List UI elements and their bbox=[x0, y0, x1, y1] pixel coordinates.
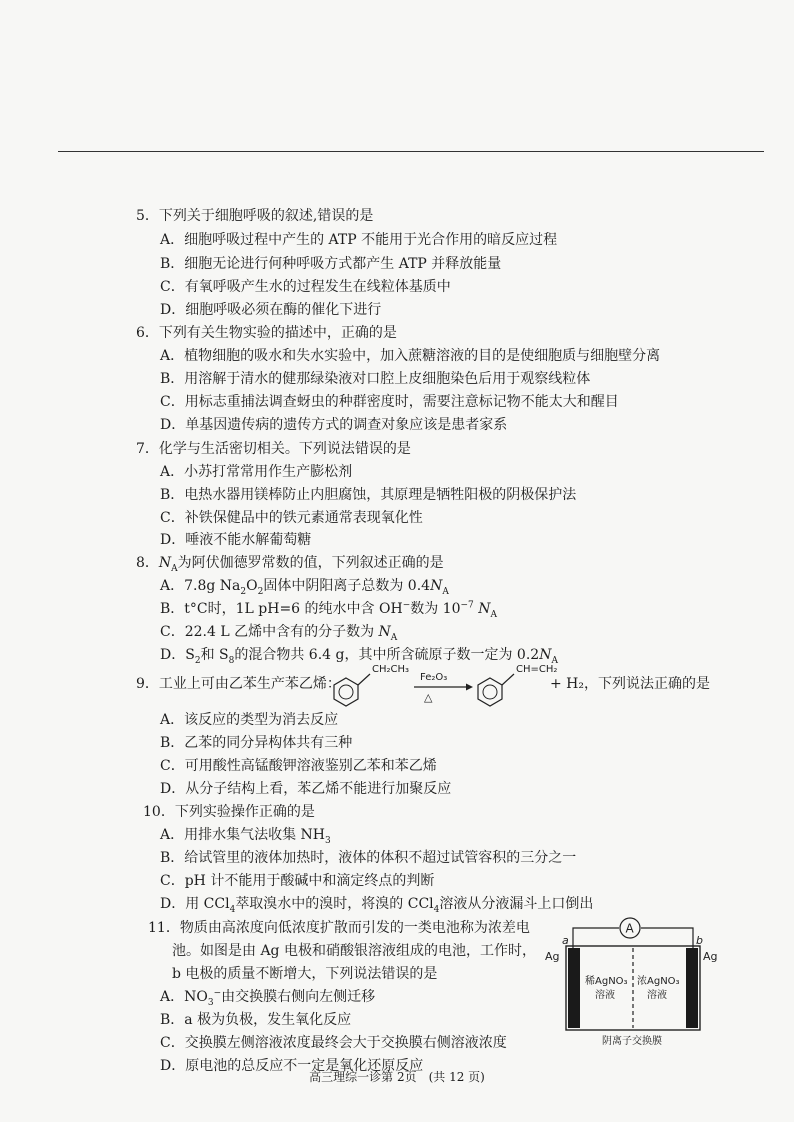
left-electrode-label: Ag bbox=[545, 950, 560, 963]
q11-stem-line3: b 电极的质量不断增大，下列说法错误的是 bbox=[172, 966, 438, 982]
catalyst-label: Fe₂O₃ bbox=[420, 672, 448, 683]
left-solution-label-2: 溶液 bbox=[595, 990, 615, 1001]
styrene-substituent: CH=CH₂ bbox=[516, 664, 558, 675]
q11-option-b: B．a 极为负极，发生氧化反应 bbox=[160, 1012, 352, 1028]
q7-stem: 7．化学与生活密切相关。下列说法错误的是 bbox=[136, 441, 411, 457]
q10-stem: 10．下列实验操作正确的是 bbox=[143, 804, 315, 820]
ethylbenzene-substituent: CH₂CH₃ bbox=[372, 664, 410, 675]
left-solution-label: 稀AgNO₃ bbox=[585, 976, 628, 987]
q9-option-b: B．乙苯的同分异构体共有三种 bbox=[160, 735, 353, 751]
q11-stem-line2: 池。如图是由 Ag 电极和硝酸银溶液组成的电池，工作时， bbox=[172, 943, 536, 959]
q9-option-a: A．该反应的类型为消去反应 bbox=[160, 712, 339, 728]
q11-option-d: D．原电池的总反应不一定是氧化还原反应 bbox=[160, 1058, 424, 1074]
reaction-arrow bbox=[414, 672, 473, 704]
right-solution-label: 浓AgNO₃ bbox=[637, 976, 680, 987]
right-electrode-label: Ag bbox=[703, 950, 718, 963]
q9-stem: 9．工业上可由乙苯生产苯乙烯： bbox=[136, 676, 341, 692]
q5-option-b: B．细胞无论进行何种呼吸方式都产生 ATP 并释放能量 bbox=[160, 256, 502, 272]
ammeter-label: A bbox=[625, 921, 634, 936]
q5-stem: 5．下列关于细胞呼吸的叙述,错误的是 bbox=[136, 208, 374, 224]
q6-option-b: B．用溶解于清水的健那绿染液对口腔上皮细胞染色后用于观察线粒体 bbox=[160, 371, 591, 387]
q6-option-c: C．用标志重捕法调查蚜虫的种群密度时，需要注意标记物不能太大和醒目 bbox=[160, 394, 619, 410]
q8-stem: 8．$N_A$为阿伏伽德罗常数的值，下列叙述正确的是 bbox=[136, 555, 444, 574]
concentration-cell-diagram bbox=[540, 916, 730, 1048]
left-ag-electrode bbox=[568, 948, 580, 1028]
right-ag-electrode bbox=[686, 948, 698, 1028]
q11-stem-line1: 11．物质由高浓度向低浓度扩散而引发的一类电池称为浓差电 bbox=[148, 920, 530, 936]
heat-symbol: △ bbox=[424, 691, 433, 704]
q9-option-d: D．从分子结构上看，苯乙烯不能进行加聚反应 bbox=[160, 781, 452, 797]
q11-option-a: A．$NO_3^-$由交换膜右侧向左侧迁移 bbox=[160, 988, 376, 1008]
q8-option-d: D．$S_2$和 $S_8$的混合物共 6.4 g，其中所含硫原子数一定为 $0.2N_A$ bbox=[160, 647, 558, 666]
q8-option-a: A．7.8g $Na_2O_2$固体中阴阳离子总数为 $0.4N_A$ bbox=[160, 578, 449, 597]
q5-option-a: A．细胞呼吸过程中产生的 ATP 不能用于光合作用的暗反应过程 bbox=[160, 232, 558, 248]
q10-option-c: C．pH 计不能用于酸碱中和滴定终点的判断 bbox=[160, 873, 435, 889]
q8-option-b: B．t°C时，1L pH=6 的纯水中含 OH−数为 $10^{-7}$ $N_A$ bbox=[160, 600, 497, 620]
q5-option-d: D．细胞呼吸必须在酶的催化下进行 bbox=[160, 302, 382, 318]
q6-stem: 6．下列有关生物实验的描述中，正确的是 bbox=[136, 325, 397, 341]
membrane-caption: 阴离子交换膜 bbox=[602, 1036, 662, 1047]
q6-option-d: D．单基因遗传病的遗传方式的调查对象应该是患者家系 bbox=[160, 417, 508, 433]
header-rule bbox=[58, 151, 764, 152]
right-solution-label-2: 溶液 bbox=[647, 990, 667, 1001]
q11-option-c: C．交换膜左侧溶液浓度最终会大于交换膜右侧溶液浓度 bbox=[160, 1035, 507, 1051]
q10-option-a: A．用排水集气法收集 $NH_3$ bbox=[160, 827, 331, 846]
q8-option-c: C．22.4 L 乙烯中含有的分子数为 $N_A$ bbox=[160, 624, 398, 643]
electrode-a-label: a bbox=[562, 934, 569, 947]
q7-option-b: B．电热水器用镁棒防止内胆腐蚀，其原理是牺牲阳极的阴极保护法 bbox=[160, 487, 577, 503]
q7-option-d: D．唾液不能水解葡萄糖 bbox=[160, 532, 312, 548]
styrene-structure bbox=[478, 664, 557, 706]
q9-option-c: C．可用酸性高锰酸钾溶液鉴别乙苯和苯乙烯 bbox=[160, 758, 437, 774]
q10-option-d: D．用 CCl$_4$萃取溴水中的溴时，将溴的 CCl$_4$溶液从分液漏斗上口倒出 bbox=[160, 896, 594, 915]
q7-option-c: C．补铁保健品中的铁元素通常表现氧化性 bbox=[160, 510, 423, 526]
q9-reaction-equation bbox=[328, 660, 578, 708]
page-footer: 高三理综一诊第 2页 (共 12 页) bbox=[309, 1070, 485, 1084]
q10-option-b: B．给试管里的液体加热时，液体的体积不超过试管容积的三分之一 bbox=[160, 850, 577, 866]
q9-stem-tail: + H₂，下列说法正确的是 bbox=[550, 676, 711, 692]
electrode-b-label: b bbox=[696, 934, 703, 947]
q6-option-a: A．植物细胞的吸水和失水实验中，加入蔗糖溶液的目的是使细胞质与细胞壁分离 bbox=[160, 348, 661, 364]
ethylbenzene-structure bbox=[334, 664, 409, 706]
q7-option-a: A．小苏打常常用作生产膨松剂 bbox=[160, 464, 353, 480]
q5-option-c: C．有氧呼吸产生水的过程发生在线粒体基质中 bbox=[160, 279, 451, 295]
